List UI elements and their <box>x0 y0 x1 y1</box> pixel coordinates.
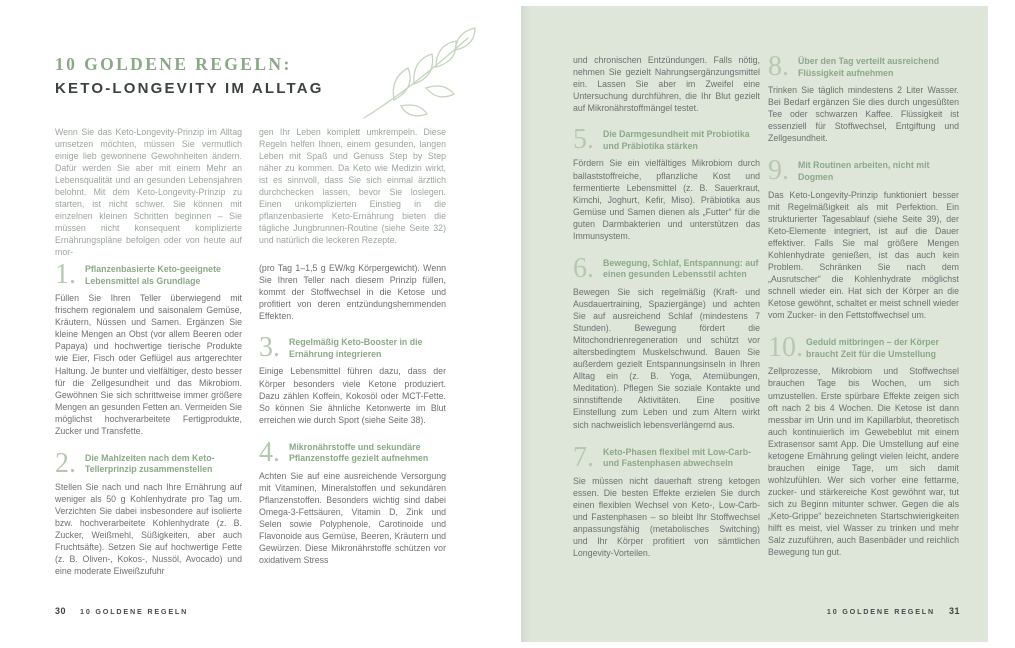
rule-10-heading: Geduld mitbringen – der Körper braucht Zeit für die Umstellung <box>806 337 939 359</box>
rule-6 <box>573 252 760 431</box>
rule-4-continuation: und chronischen Entzündungen. Falls nötig, nehmen Sie gezielt Nahrungsergänzungsmittel ein. Lassen Sie aber im Zweifel eine Untersuchung durchführen, die Ihr Blut gezielt auf Mikronährstoffmängel testet. <box>573 55 760 114</box>
column-right-inner <box>573 54 760 573</box>
intro-column-1: Wenn Sie das Keto-Longevity-Prinzip im Alltag umsetzen möchten, müssen Sie vermutlich einige lieb gewonnene Gewohnheiten ändern. Dafür werden Sie aber mit einem Mehr an Lebensqualität und an gesunden Lebensjahren belohnt. Mit dem Keto-Longevity-Prinzip zu starten, ist nicht schwer. Sie können mit einzelnen kleinen Schritten beginnen – Sie müssen nicht konsequent komplizierte Ernährungspläne befolgen oder von heute auf mor- <box>55 127 242 258</box>
column-right-outer <box>768 51 959 572</box>
rule-5 <box>573 124 760 242</box>
rule-10-number: 10. <box>768 332 803 364</box>
page-left <box>8 6 521 642</box>
rule-8-body: Trinken Sie täglich mindestens 2 Liter Wasser. Bei Bedarf ergänzen Sie dies durch ungesüßten Tee oder schwarzen Kaffee. Flüssigkeit ist essenziell für Stoffwechsel, Entgiftung und Zellgesundheit. <box>768 85 959 144</box>
rule-2-continuation: (pro Tag 1–1,5 g EW/kg Körpergewicht). Wenn Sie Ihren Teller nach diesem Prinzip füllen, kommt der Stoffwechsel in die Ketose und profitiert von deren entzündungshemmenden Effekten. <box>259 263 446 322</box>
rule-8 <box>768 51 959 144</box>
intro-paragraphs <box>55 126 447 259</box>
rule-8-heading: Über den Tag verteilt ausreichend Flüssigkeit aufnehmen <box>798 56 940 78</box>
rule-8-number: 8. <box>768 51 789 82</box>
rule-5-heading: Die Darmgesundheit mit Probiotika und Präbiotika stärken <box>603 129 750 151</box>
rule-4-heading: Mikronährstoffe und sekundäre Pflanzenstoffe gezielt aufnehmen <box>289 441 429 464</box>
rule-2-body: Stellen Sie nach und nach Ihre Ernährung auf weniger als 50 g Kohlenhydrate pro Tag um. Verzichten Sie dabei insbesondere auf isolierte bzw. hochverarbeitete Kohlenhydrate (z. B. Zucker, Weißmehl, Süßigkeiten, aber auch Fruchtsäfte). Setzen Sie auf hochwertige Fette (z. B. Oliven-, Kokos-, Nussöl, Avocado) und eine moderate Eiweißzufuhr <box>55 482 242 577</box>
rule-7-number: 7. <box>573 441 594 473</box>
rule-7-body: Sie müssen nicht dauerhaft streng ketogen essen. Die besten Effekte erzielen Sie durch einen flexiblen Wechsel von Keto-, Low-Carb- und Fastenphasen – so bleibt Ihr Stoffwechsel anpassungsfähig (metabolisches Switching) und Ihr Körper profitiert von sämtlichen Longevity-Vorteilen. <box>573 475 760 559</box>
intro-column-2: gen Ihr Leben komplett umkrempeln. Diese Regeln helfen Ihnen, einem gesunden, langen Leben mit Spaß und Genuss Step by Step näher zu kommen. Da Keto wie Medizin wirkt, ist es sinnvoll, dass Sie sich einmal ärztlich durchchecken lassen, bevor Sie loslegen. Einen unkomplizierten Einstieg in die pflanzenbasierte Keto-Ernährung bieten die tägliche Jungbrunnen-Routine (siehe Seite 32) und natürlich die leckeren Rezepte. <box>259 127 446 246</box>
rule-10 <box>768 332 959 558</box>
rule-6-body: Bewegen Sie sich regelmäßig (Kraft- und Ausdauertraining, Spaziergänge) und achten Sie auf ausreichend Schlaf (mindestens 7 Stunden). Bewegung fördert die Mitochondrienregeneration und schützt vor altersbedingtem Muskelschwund. Bauen Sie außerdem gezielt Entspannungsinseln in Ihren Alltag ein (z. B. Yoga, Atemübungen, Meditation). Pflegen Sie soziale Kontakte und sinnstiftende Aktivitäten. Eine positive Einstellung zum Leben und zum Altern wirkt sich nachweislich lebensverlängernd aus. <box>573 287 760 430</box>
rule-4 <box>259 436 446 567</box>
book-spread <box>8 6 988 642</box>
page-number-right: 31 <box>948 606 960 616</box>
rule-2-heading: Die Mahlzeiten nach dem Keto-Tellerprinzip zusammenstellen <box>85 452 215 475</box>
rule-6-heading: Bewegung, Schlaf, Entspannung: auf einen gesunden Lebensstil achten <box>603 257 759 280</box>
rule-7 <box>573 441 760 560</box>
leaf-illustration-icon <box>356 20 496 130</box>
rule-3-number: 3. <box>259 332 280 364</box>
page-right <box>521 6 988 642</box>
rule-6-number: 6. <box>573 252 594 284</box>
rule-3 <box>259 332 446 425</box>
rule-9-body: Das Keto-Longevity-Prinzip funktioniert besser mit Regelmäßigkeit als mit Perfektion. Ein strukturierter Tagesablauf (siehe Seite 39), der Keto-Elemente integriert, ist auf die Dauer effektiver. Falls Sie mal größere Mengen Kohlenhydrate genießen, ist das auch kein Problem. Schränken Sie nach dem „Ausrutscher“ die Kohlenhydrate möglichst schnell wieder ein. Hat sich der Körper an die Ketose gewöhnt, schaltet er meist schnell wieder vom Zucker- in den Fettstoffwechsel um. <box>768 189 959 321</box>
rule-3-heading: Regelmäßig Keto-Booster in die Ernährung integrieren <box>289 337 423 359</box>
rule-2 <box>55 447 242 578</box>
column-middle <box>259 262 446 580</box>
rule-3-body: Einige Lebensmittel führen dazu, dass der Körper besonders viele Ketone produziert. Dazu zählen Koffein, Kokosöl oder MCT-Fette. So können Sie ähnliche Ketonwerte im Blut erreichen wie durch Sport (siehe Seite 38). <box>259 366 446 425</box>
rule-9-heading: Mit Routinen arbeiten, nicht mit Dogmen <box>798 160 930 183</box>
page-number-left: 30 <box>55 606 67 616</box>
rule-4-number: 4. <box>259 436 280 468</box>
rule-9 <box>768 155 959 321</box>
running-header-right: 10 GOLDENE REGELN <box>826 607 935 616</box>
rule-10-body: Zellprozesse, Mikrobiom und Stoffwechsel brauchen Tage bis Wochen, um sich umzustellen. Erste spürbare Effekte zeigen sich oft nach 2 bis 4 Wochen. Die Ketose ist dann messbar im Urin und im Kapillarblut, theoretisch auch kontinuierlich im Gewebeblut mit einem Extrasensor samt App. Die Umstellung auf eine ketogene Ernährung gelingt vielen leicht, andere brauchen einige Tage, um sich damit wohlzufühlen. Wer sich vorher eine fettarme, zucker- und stärkereiche Kost gewöhnt war, tut sich zu Beginn mitunter schwer. Gegen die als „Keto-Grippe“ bezeichneten Startschwierigkeiten hilft es meist, viel Wasser zu trinken und mehr Salz zuzuführen, auch Basenbäder und reichlich Bewegung tun gut. <box>768 366 959 558</box>
rule-5-body: Fördern Sie ein vielfältiges Mikrobiom durch ballaststoffreiche, pflanzliche Kost und fermentierte Lebensmittel (z. B. Sauerkraut, Kimchi, Joghurt, Kefir, Miso). Präbiotika aus Gemüse und Samen dienen als „Futter“ für die guten Darmbakterien und unterstützen das Immunsystem. <box>573 158 760 241</box>
rule-4-body: Achten Sie auf eine ausreichende Versorgung mit Vitaminen, Mineralstoffen und sekundären Pflanzenstoffen. Besonders wichtig sind dabei Omega-3-Fettsäuren, Vitamin D, Zink und Selen sowie Polyphenole, Carotinoide und Flavonoide aus Gemüse, Beeren, Kräutern und Gewürzen. Diese Mikronährstoffe schützen vor oxidativem Stress <box>259 470 446 566</box>
running-header-left: 10 GOLDENE REGELN <box>80 607 189 616</box>
rule-1-number: 1. <box>55 259 76 290</box>
rule-5-number: 5. <box>573 124 594 156</box>
rule-1-heading: Pflanzenbasierte Keto-geeignete Lebensmittel als Grundlage <box>85 264 221 286</box>
footer-right <box>827 606 960 616</box>
rule-2-number: 2. <box>55 447 76 479</box>
rule-1-body: Füllen Sie Ihren Teller überwiegend mit frischem regionalem und saisonalem Gemüse, Kräutern, Nüssen und Samen. Ergänzen Sie kleine Mengen an Obst (vor allem Beeren oder Papaya) und hochwertige tierische Produkte wie Eier, Fisch oder Geflügel aus artgerechter Haltung. Je bunter und vielfältiger, desto besser für die Zellgesundheit und das Mikrobiom. Gewöhnen Sie sich schrittweise immer größere Mengen an gesunden Fetten an. Vermeiden Sie möglichst hochverarbeitete Fertigprodukte, Zucker und Transfette. <box>55 293 242 436</box>
column-left <box>55 259 242 591</box>
chapter-title-main: KETO-LONGEVITY IM ALLTAG <box>55 80 324 97</box>
chapter-title <box>55 54 324 97</box>
chapter-title-kicker: 10 GOLDENE REGELN: <box>55 54 292 74</box>
rule-1 <box>55 259 242 437</box>
rule-7-heading: Keto-Phasen flexibel mit Low-Carb- und Fastenphasen abwechseln <box>603 446 752 469</box>
footer-left <box>55 606 188 616</box>
rule-9-number: 9. <box>768 155 789 187</box>
